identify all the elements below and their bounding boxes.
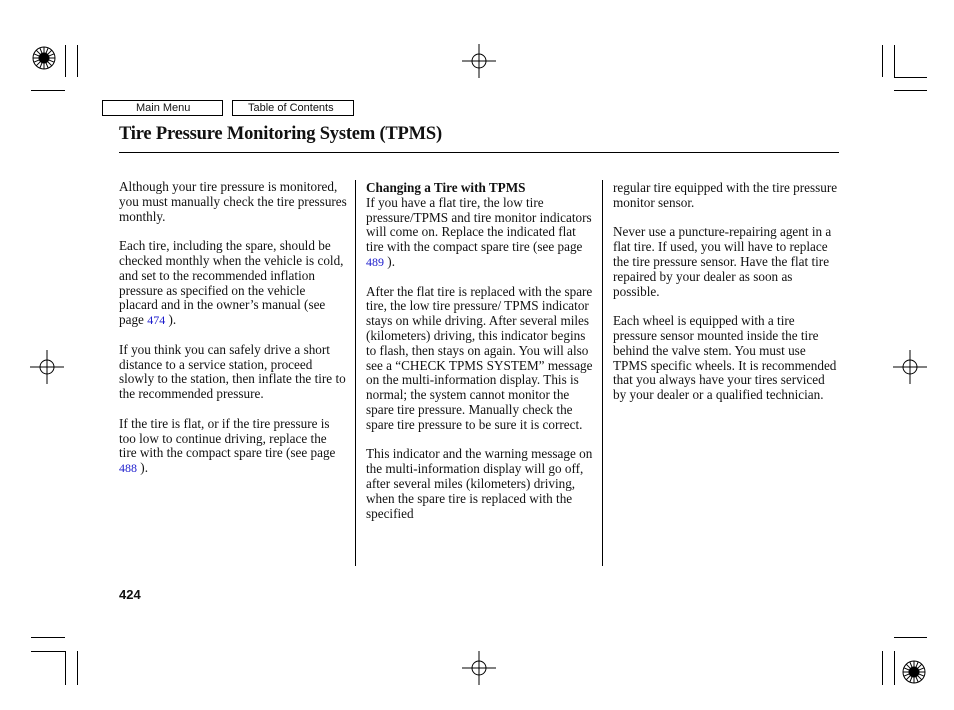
- registration-target-bottom: [462, 651, 496, 685]
- registration-target-left: [30, 350, 64, 384]
- section-heading: Changing a Tire with TPMS: [366, 180, 526, 195]
- paragraph: regular tire equipped with the tire pressure monitor sensor.: [613, 180, 838, 210]
- main-menu-label: Main Menu: [136, 102, 191, 114]
- page-link-489[interactable]: 489: [366, 254, 384, 269]
- paragraph-end: ).: [140, 460, 148, 476]
- paragraph: If you think you can safely drive a short distance to a service station, proceed slowly to the station, then inflate the tire to the recommended pressure.: [119, 341, 346, 402]
- column-1: [119, 180, 347, 491]
- star-registration-icon-top-left: [32, 46, 56, 70]
- page-title: Tire Pressure Monitoring System (TPMS): [119, 124, 442, 144]
- title-rule: [119, 152, 839, 153]
- main-menu-button[interactable]: [102, 100, 223, 116]
- paragraph: [119, 417, 347, 476]
- paragraph: [366, 196, 594, 270]
- column-2: [366, 181, 594, 536]
- table-of-contents-button[interactable]: [232, 100, 354, 116]
- paragraph: Each wheel is equipped with a tire pressure sensor mounted inside the tire behind the valve stem. You must use TPMS specific wheels. It is recommended that you always have your tires serviced by your dealer or a qualified technician.: [613, 313, 837, 403]
- page-link-474[interactable]: 474: [147, 313, 166, 328]
- column-3: [613, 181, 841, 418]
- paragraph: This indicator and the warning message on the multi-information display will go off, after several miles (kilometers) driving, when the spare tire is replaced with the specified: [366, 446, 593, 521]
- paragraph: Never use a puncture-repairing agent in a flat tire. If used, you will have to replace the tire pressure sensor. Have the flat tire repaired by your dealer as soon as possible.: [613, 224, 832, 299]
- paragraph: Although your tire pressure is monitored, you must manually check the tire pressures monthly.: [119, 179, 347, 224]
- column-divider: [602, 180, 603, 566]
- paragraph-end: ).: [387, 253, 395, 269]
- paragraph-text: If the tire is flat, or if the tire pressure is too low to continue driving, replace the tire with the compact spare tire (see page: [119, 415, 336, 461]
- paragraph-text: Each tire, including the spare, should be checked monthly when the vehicle is cold, and set to the recommended inflation pressure as specified on the vehicle placard and in the owner’s manual (see page: [119, 238, 344, 328]
- registration-target-right: [893, 350, 927, 384]
- paragraph-text: If you have a flat tire, the low tire pressure/TPMS and tire monitor indicators will come on. Replace the indicated flat tire with the compact spare tire (see page: [366, 194, 592, 255]
- paragraph-end: ).: [168, 312, 177, 328]
- table-of-contents-label: Table of Contents: [248, 102, 334, 114]
- page-number: 424: [119, 587, 141, 602]
- registration-target-top: [462, 44, 496, 78]
- column-divider: [355, 180, 356, 566]
- star-registration-icon-bottom-right: [902, 660, 926, 684]
- paragraph: After the flat tire is replaced with the spare tire, the low tire pressure/ TPMS indicator stays on while driving. After several miles (kilometers) driving, this indicator begins to flash, then stays on again. You will also see a “CHECK TPMS SYSTEM” message on the multi-information display. This is normal; the system cannot monitor the spare tire pressure. Manually check the spare tire pressure to be sure it is correct.: [366, 283, 593, 432]
- paragraph: [119, 239, 347, 328]
- page-link-488[interactable]: 488: [119, 461, 137, 476]
